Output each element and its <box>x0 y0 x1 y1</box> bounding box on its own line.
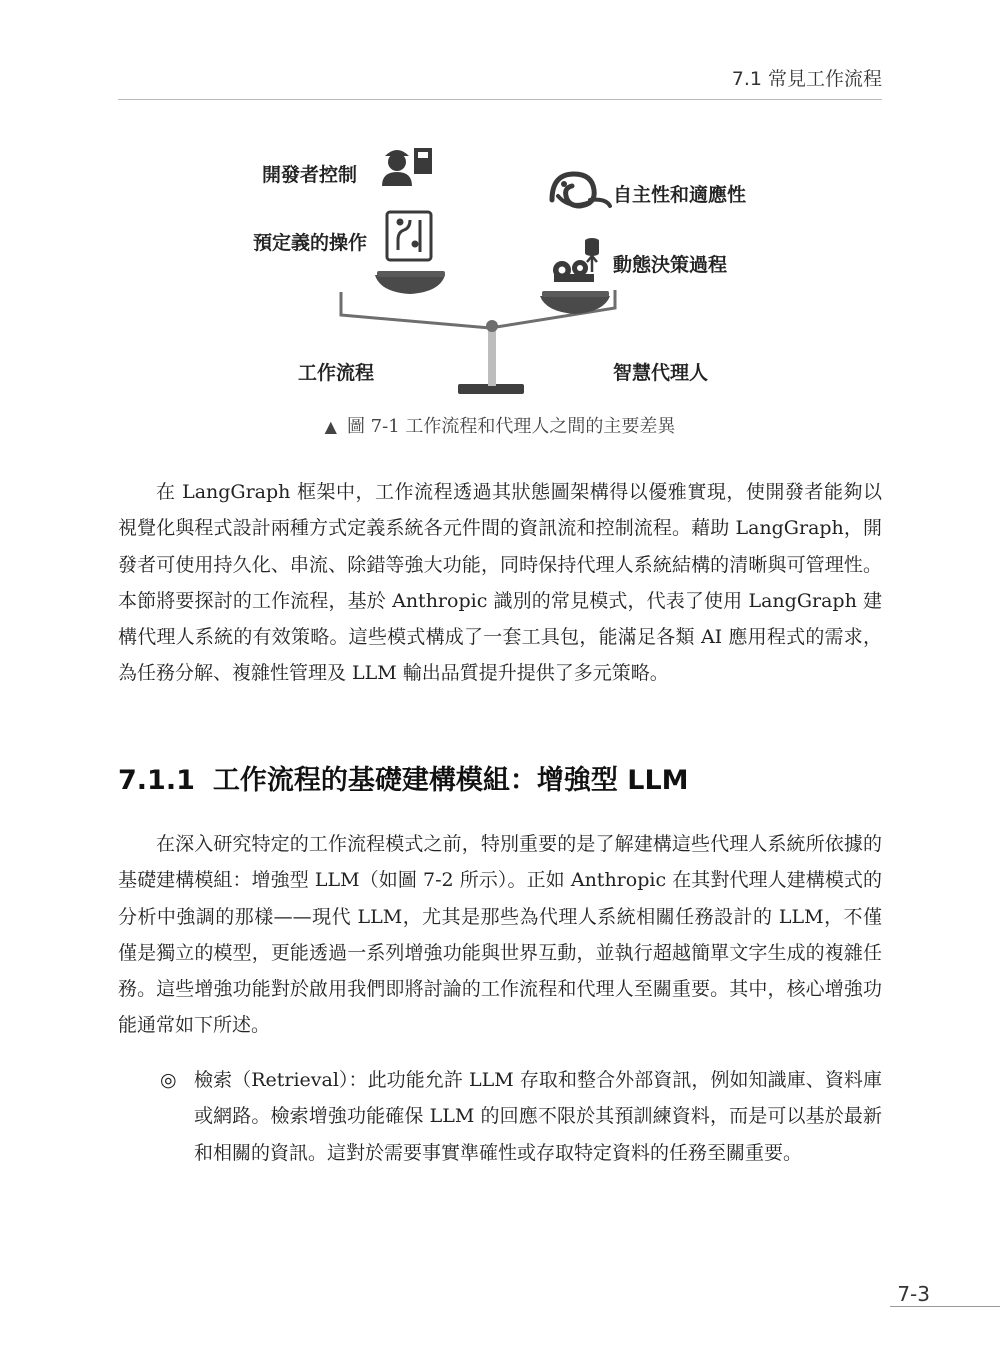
header-rule <box>118 99 882 100</box>
label-autonomy-adaptability: 自主性和適應性 <box>613 184 747 206</box>
figure-workflow-vs-agent <box>240 140 780 410</box>
running-header: 7.1 常見工作流程 <box>731 68 882 90</box>
label-workflow: 工作流程 <box>298 362 375 384</box>
section-heading <box>118 758 689 797</box>
bullet-item-retrieval <box>160 1062 882 1171</box>
footer-rule <box>890 1306 1000 1307</box>
chameleon-icon <box>552 174 610 206</box>
label-developer-control: 開發者控制 <box>262 164 358 186</box>
section-number: 7.1.1 <box>118 765 195 796</box>
intro-paragraph: 在 LangGraph 框架中，工作流程透過其狀態圖架構得以優雅實現，使開發者能夠以視覺化與程式設計兩種方式定義系統各元件間的資訊流和控制流程。藉助 LangGraph，開發者可使用持久化、串流、除錯等強大功能，同時保持代理人系統結構的清晰與可管理性。本節將要探討的工作流程，基於 Anthropic 識別的常見模式，代表了使用 LangGraph 建構代理人系統的有效策略。這些模式構成了一套工具包，能滿足各類 AI 應用程式的需求，為任務分解、複雜性管理及 LLM 輸出品質提升提供了多元策略。 <box>118 481 882 685</box>
label-intelligent-agent: 智慧代理人 <box>613 362 709 384</box>
section-paragraph: 在深入研究特定的工作流程模式之前，特別重要的是了解建構這些代理人系統所依據的基礎建構模組：增強型 LLM（如圖 7-2 所示）。正如 Anthropic 在其對代理人建構模式的分析中強調的那樣——現代 LLM，尤其是那些為代理人系統相關任務設計的 LLM，不僅僅是獨立的模型，更能透過一系列增強功能與世界互動，並執行超越簡單文字生成的複雜任務。這些增強功能對於啟用我們即將討論的工作流程和代理人至關重要。其中，核心增強功能通常如下所述。 <box>118 833 882 1037</box>
section-title: 工作流程的基礎建構模組：增強型 LLM <box>212 765 689 796</box>
label-predefined-operations: 預定義的操作 <box>253 232 368 254</box>
caption-triangle-icon: ▲ <box>324 417 337 436</box>
gears-database-icon <box>553 238 599 282</box>
scale-pivot <box>486 320 498 332</box>
page-number: 7-3 <box>897 1282 930 1306</box>
figure-caption <box>0 412 1000 438</box>
bullet-text: 檢索（Retrieval）：此功能允許 LLM 存取和整合外部資訊，例如知識庫、資料庫或網路。檢索增強功能確保 LLM 的回應不限於其預訓練資料，而是可以基於最新和相關的資訊。這對於需要事實準確性或存取特定資料的任務至關重要。 <box>194 1069 882 1164</box>
bullet-marker-icon: ◎ <box>160 1069 177 1091</box>
workflow-steps-icon <box>387 212 431 260</box>
label-dynamic-decision: 動態決策過程 <box>613 254 728 276</box>
left-pan <box>375 275 445 294</box>
scale-pillar <box>488 326 496 386</box>
developer-person-icon <box>382 148 432 186</box>
caption-text: 圖 7-1 工作流程和代理人之間的主要差異 <box>346 416 676 437</box>
